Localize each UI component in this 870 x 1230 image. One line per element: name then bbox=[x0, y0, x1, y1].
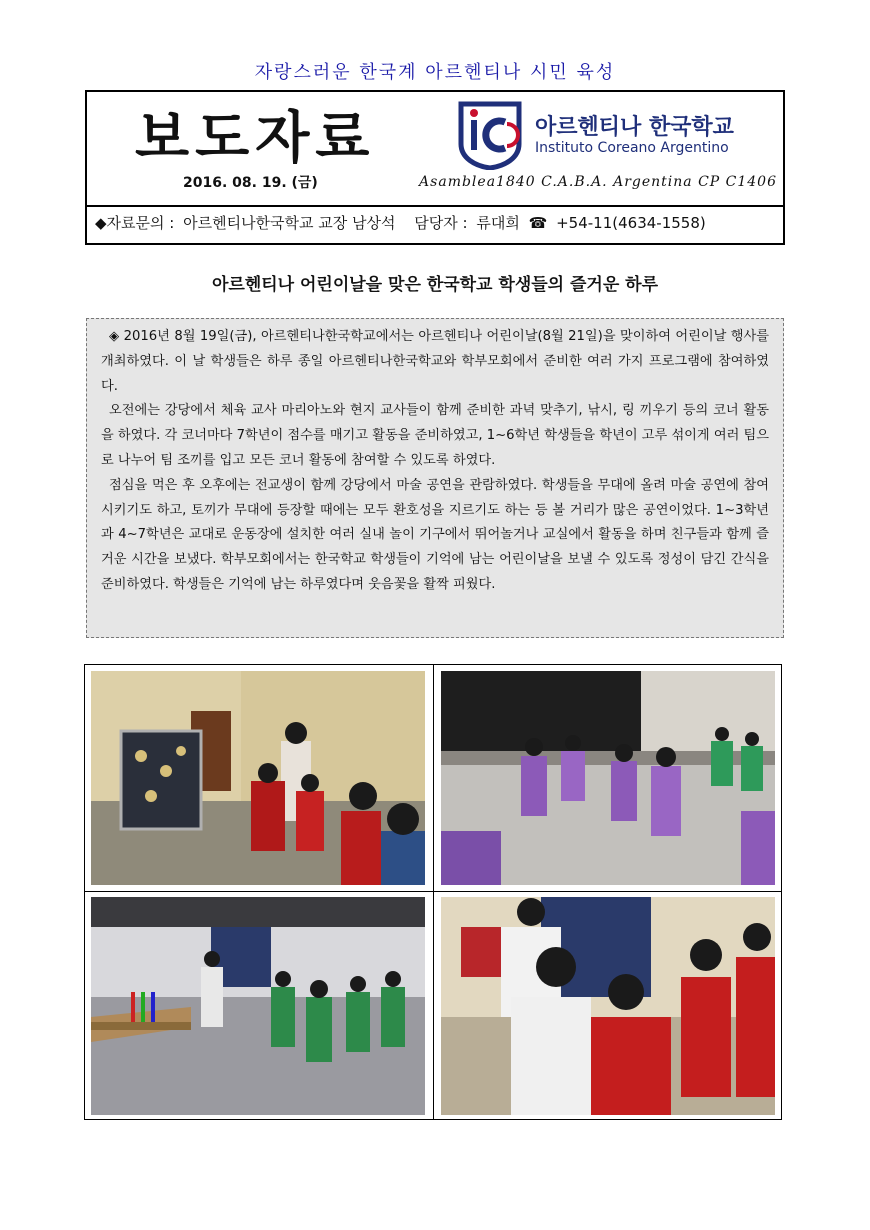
body-paragraph: ◈ 2016년 8월 19일(금), 아르헨티나한국학교에서는 아르헨티나 어린이날(8월 21일)을 맞이하여 어린이날 행사를 개최하였다. 이 날 학생들은 하루 종일 아르헨티나한국학교와 학부모회에서 준비한 여러 가지 프로그램에 참여하였다. bbox=[101, 329, 769, 394]
phone-icon: ☎ bbox=[528, 214, 548, 232]
phone-number: +54-11(4634-1558) bbox=[556, 214, 706, 232]
body-paragraph: 점심을 먹은 후 오후에는 전교생이 함께 강당에서 마술 공연을 관람하였다. 학생들을 무대에 올려 마술 공연에 참여시키기도 하고, 토끼가 무대에 등장할 때에는 모두 환호성을 지르기도 하는 등 볼 거리가 많은 공연이었다. 1~3학년과 4~7학년은 교대로 운동장에 설치한 여러 실내 놀이 기구에서 뛰어놀거나 교실에서 활동을 하며 친구들과 함께 즐거운 시간을 보냈다. 학부모회에서는 한국학교 학생들이 기억에 남는 어린이날을 보낼 수 있도록 정성이 담긴 간식을 준비하였다. 학생들은 기억에 남는 하루였다며 웃음꽃을 활짝 피웠다. bbox=[101, 477, 769, 592]
contact-info bbox=[95, 212, 710, 233]
press-date: 2016. 08. 19. (금) bbox=[183, 175, 318, 191]
press-header bbox=[85, 90, 785, 245]
school-logo bbox=[457, 100, 747, 170]
school-name-spanish: Instituto Coreano Argentino bbox=[535, 140, 729, 156]
photo-ring-toss bbox=[91, 897, 425, 1115]
article-body bbox=[86, 318, 784, 638]
page-title: 보도자료 bbox=[135, 106, 376, 171]
photo-grid bbox=[84, 664, 782, 1120]
school-address: Asamblea1840 C.A.B.A. Argentina CP C1406 bbox=[419, 174, 777, 190]
contact-label: ◆자료문의 : bbox=[95, 214, 175, 232]
school-emblem-icon bbox=[457, 100, 523, 170]
slogan: 자랑스러운 한국계 아르헨티나 시민 육성 bbox=[254, 62, 616, 83]
school-name-korean: 아르헨티나 한국학교 bbox=[535, 115, 734, 140]
photo-purple-team bbox=[441, 671, 775, 885]
photo-fishing-game bbox=[441, 897, 775, 1115]
staff-name: 류대희 bbox=[476, 214, 520, 232]
article-headline: 아르헨티나 어린이날을 맞은 한국학교 학생들의 즐거운 하루 bbox=[211, 275, 659, 295]
staff-label: 담당자 : bbox=[414, 214, 468, 232]
body-paragraph: 오전에는 강당에서 체육 교사 마리아노와 현지 교사들이 함께 준비한 과녁 맞추기, 낚시, 링 끼우기 등의 코너 활동을 하였다. 각 코너마다 7학년이 점수를 매기고 활동을 준비하였고, 1~6학년 학생들을 학년이 고루 섞이게 여러 팀으로 나누어 팀 조끼를 입고 모든 코너 활동에 참여할 수 있도록 하였다. bbox=[101, 403, 770, 468]
header-divider bbox=[87, 205, 783, 207]
contact-principal: 아르헨티나한국학교 교장 남상석 bbox=[183, 214, 396, 232]
photo-target-game bbox=[91, 671, 425, 885]
